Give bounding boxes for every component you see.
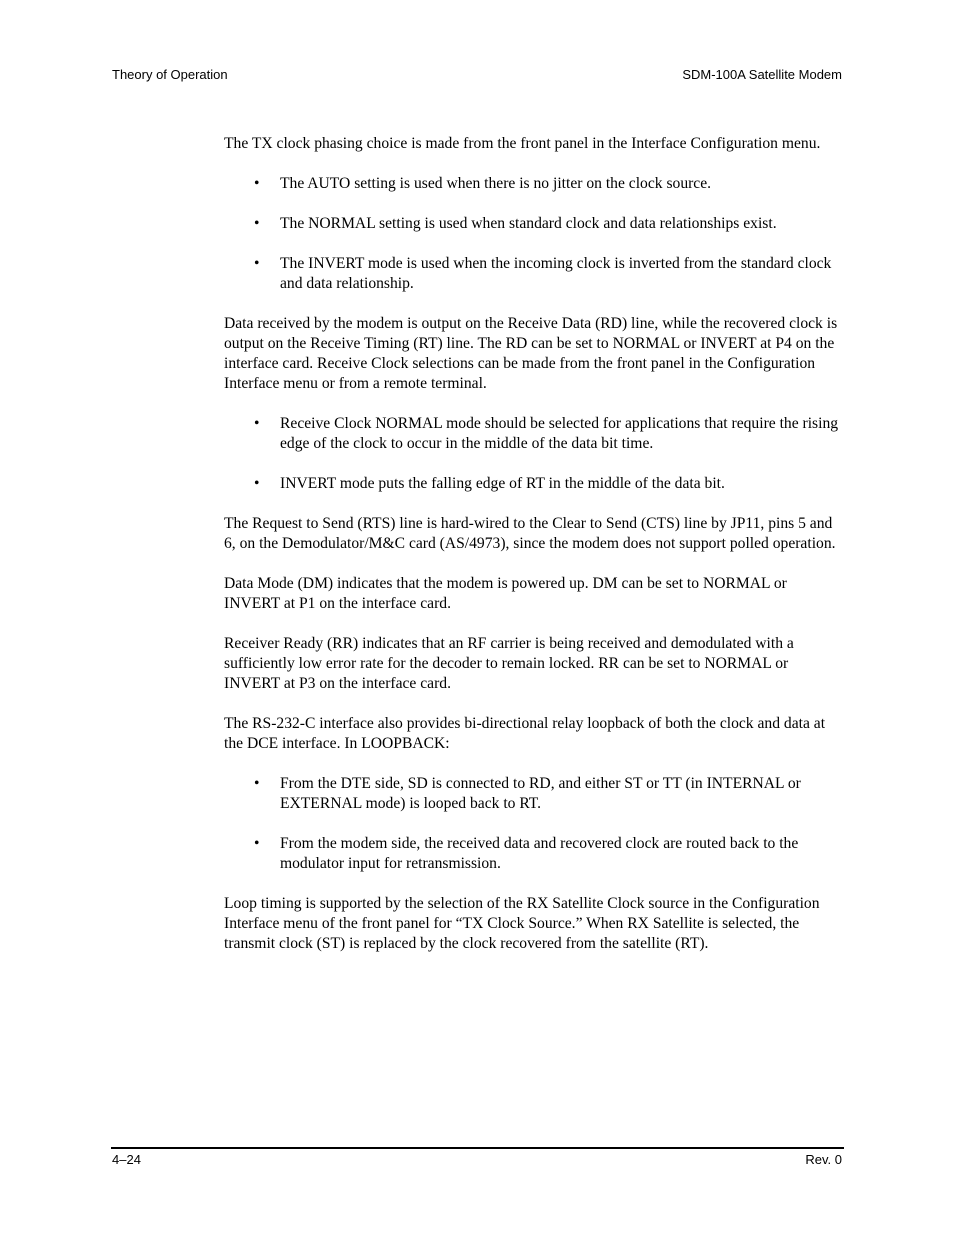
bullet-icon: • <box>254 775 260 792</box>
list-item <box>224 774 846 814</box>
list-item-text: From the modem side, the received data and recovered clock are routed back to the modulator input for retransmission. <box>280 835 799 872</box>
list-item <box>224 834 846 874</box>
bullet-icon: • <box>254 255 260 272</box>
tx-clock-settings-list <box>224 174 846 294</box>
page-body <box>224 134 846 974</box>
list-item <box>224 474 846 494</box>
running-header-product: SDM-100A Satellite Modem <box>682 67 842 82</box>
list-item-text: From the DTE side, SD is connected to RD, and either ST or TT (in INTERNAL or EXTERNAL mode) is looped back to RT. <box>280 775 801 812</box>
bullet-icon: • <box>254 215 260 232</box>
list-item-text: The AUTO setting is used when there is no jitter on the clock source. <box>280 175 712 192</box>
list-item <box>224 174 846 194</box>
loopback-list <box>224 774 846 874</box>
list-item-text: The NORMAL setting is used when standard clock and data relationships exist. <box>280 215 777 232</box>
bullet-icon: • <box>254 175 260 192</box>
footer-divider <box>111 1147 844 1149</box>
bullet-icon: • <box>254 835 260 852</box>
paragraph-receiver-ready: Receiver Ready (RR) indicates that an RF carrier is being received and demodulated with a sufficiently low error rate for the decoder to remain locked. RR can be set to NORMAL or INVERT at P3 on the interface card. <box>224 635 794 692</box>
list-item <box>224 254 846 294</box>
bullet-icon: • <box>254 415 260 432</box>
paragraph-rts: The Request to Send (RTS) line is hard-wired to the Clear to Send (CTS) line by JP11, pins 5 and 6, on the Demodulator/M&C card (AS/4973), since the modem does not support polled operation. <box>224 515 836 552</box>
bullet-icon: • <box>254 475 260 492</box>
revision-label: Rev. 0 <box>805 1152 842 1167</box>
paragraph-receive-data: Data received by the modem is output on the Receive Data (RD) line, while the recovered clock is output on the Receive Timing (RT) line. The RD can be set to NORMAL or INVERT at P4 on the interface card. Receive Clock selections can be made from the front panel in the Configuration Interface menu or from a remote terminal. <box>224 315 838 392</box>
list-item <box>224 414 846 454</box>
paragraph-loopback: The RS-232-C interface also provides bi-directional relay loopback of both the clock and data at the DCE interface. In LOOPBACK: <box>224 715 826 752</box>
list-item-text: Receive Clock NORMAL mode should be selected for applications that require the rising edge of the clock to occur in the middle of the data bit time. <box>280 415 839 452</box>
running-header-section: Theory of Operation <box>112 67 228 82</box>
paragraph-loop-timing: Loop timing is supported by the selection of the RX Satellite Clock source in the Configuration Interface menu of the front panel for “TX Clock Source.” When RX Satellite is selected, the transmit clock (ST) is replaced by the clock recovered from the satellite (RT). <box>224 895 820 952</box>
paragraph-tx-clock-phasing: The TX clock phasing choice is made from the front panel in the Interface Configuration menu. <box>224 135 821 152</box>
list-item-text: The INVERT mode is used when the incoming clock is inverted from the standard clock and data relationship. <box>280 255 832 292</box>
list-item <box>224 214 846 234</box>
paragraph-data-mode: Data Mode (DM) indicates that the modem is powered up. DM can be set to NORMAL or INVERT at P1 on the interface card. <box>224 575 787 612</box>
receive-clock-list <box>224 414 846 494</box>
list-item-text: INVERT mode puts the falling edge of RT in the middle of the data bit. <box>280 475 725 492</box>
page-number: 4–24 <box>112 1152 141 1167</box>
